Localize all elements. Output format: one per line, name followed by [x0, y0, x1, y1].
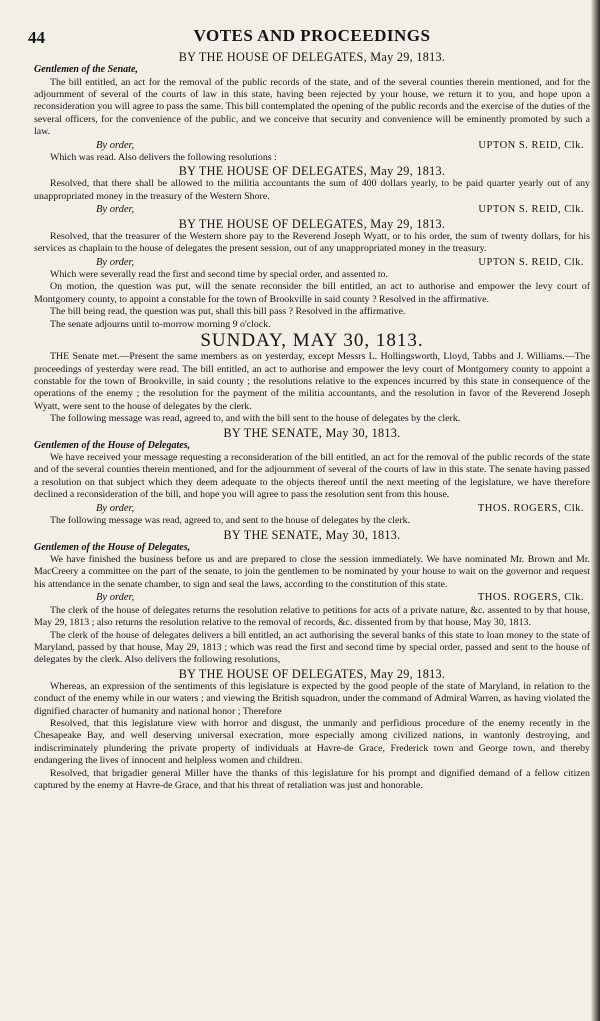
- salutation: Gentlemen of the House of Delegates,: [34, 439, 191, 451]
- paragraph: The following message was read, agreed to, and sent to the house of delegates by the clerk.: [50, 515, 411, 527]
- heading-house-of-delegates: BY THE HOUSE OF DELEGATES, May 29, 1813.: [178, 50, 446, 64]
- resolution-paragraph: Resolved, that this legislature view with horror and disgust, the unmanly and perfidious procedure of the enemy recently in the Chesapeake Bay, and well deserving universal execration, more especially among civilized nations, in wantonly destroying, and indiscriminately plundering the private property of individuals at Havre-de Grace, Frederick town and George town, and thereby endangering the lives of innocent and helpless women and children.: [34, 718, 590, 767]
- paragraph: We have received your message requesting a reconsideration of the bill entitled, an act for the removal of the public records of the state and of the several counties therein mentioned, and for the adjournment of several of the courts of law in this state. The senate having passed a resolution on that subject which they deem adequate to the objects thereof until the next meeting of the legislature, we have therefore declined a reconsideration of the bill, and hope you will agree to pass the resolution sent from this house.: [34, 452, 590, 501]
- paragraph: Which were severally read the first and second time by special order, and assented to.: [50, 269, 388, 281]
- document-body: [34, 50, 590, 792]
- heading-house-of-delegates: BY THE HOUSE OF DELEGATES, May 29, 1813.: [178, 164, 446, 179]
- paragraph: THE Senate met.—Present the same members as on yesterday, except Messrs L. Hollingsworth, Lloyd, Tabbs and J. Williams.—The proceedings of yesterday were read. The bill entitled, an act to authorise and empower the levy court of Montgomery county to appoint a constable for the town of Brookville, in said county ; the resolutions relative to the expences incurred by this state in consequence of the operations of the enemy ; the resolution for the payment of the militia accountants, and the resolution in favor of the Reverend Joseph Wyatt, were sent to the house of delegates by the clerk.: [34, 351, 590, 412]
- clerk-name: UPTON S. REID, Clk.: [478, 139, 584, 151]
- paragraph: We have finished the business before us and are prepared to close the session immediately. We have nominated Mr. Brown and Mr. MacCreery a committee on the part of the senate, to join the gentlemen to be nominated by your house to wait on the governor and request his attendance in the senate chamber, to sign and seal the laws, according to the constitution of this state.: [34, 554, 590, 590]
- heading-senate: BY THE SENATE, May 30, 1813.: [223, 527, 401, 542]
- paragraph: On motion, the question was put, will the senate reconsider the bill entitled, an act to authorise and empower the levy court of Montgomery county, to appoint a constable for the town of Brookville in said county ? Resolved in the affirmative.: [34, 281, 590, 305]
- page-spine-shadow: [591, 0, 600, 1021]
- signature-line: [34, 256, 590, 270]
- clerk-name: THOS. ROGERS, Clk.: [477, 592, 584, 604]
- paragraph: The bill being read, the question was put, shall this bill pass ? Resolved in the affirmative.: [50, 306, 406, 318]
- resolution-paragraph: Resolved, that there shall be allowed to the militia accountants the sum of 400 dollars yearly, to be paid quarter yearly out of any unappropriated money in the treasury of the Western Shore.: [34, 178, 590, 202]
- paragraph: The following message was read, agreed to, and with the bill sent to the house of delegates by the clerk.: [50, 413, 461, 425]
- by-order: By order,: [96, 256, 135, 268]
- paragraph: Whereas, an expression of the sentiments of this legislature is expected by the good people of the state of Maryland, in relation to the conduct of the enemy while in our waters ; and viewing the British squadron, under the command of Admiral Warren, as having violated the dignified character of humanity and national honor ; Therefore: [34, 680, 590, 717]
- salutation: Gentlemen of the Senate,: [34, 64, 138, 75]
- by-order: By order,: [96, 592, 135, 604]
- signature-line: [34, 502, 590, 516]
- paragraph: The clerk of the house of delegates returns the resolution relative to petitions for acts of a private nature, &c. assented to by that house, May 29, 1813 ; also returns the resolution relative to the removal of records, &c. dissented from by that house, May 30, 1813.: [34, 604, 590, 629]
- paragraph: Which was read. Also delivers the following resolutions :: [50, 152, 277, 164]
- clerk-name: UPTON S. REID, Clk.: [478, 256, 584, 268]
- paragraph: The clerk of the house of delegates delivers a bill entitled, an act authorising the several banks of this state to loan money to the state of Maryland, passed by that house, May 29, 1813 ; which was read the first and second time by special order, passed and sent to the house of delegates by the clerk. Also delivers the following resolutions,: [34, 629, 590, 666]
- signature-line: [34, 203, 590, 217]
- resolution-paragraph: Resolved, that brigadier general Miller have the thanks of this legislature for his prompt and dignified demand of a fellow citizen captured by the enemy at Havre-de Grace, and that his threat of retaliation was just and honorable.: [34, 767, 590, 792]
- clerk-name: THOS. ROGERS, Clk.: [477, 502, 584, 514]
- by-order: By order,: [96, 204, 135, 216]
- heading-senate: BY THE SENATE, May 30, 1813.: [223, 425, 401, 440]
- paragraph: The bill entitled, an act for the removal of the public records of the state, and of the several counties therein mentioned, and for the adjournment of several of the courts of law in this state, having been rejected by your house, we return it to you, and hope upon a reconsideration you will agree to pass the same. This bill contemplated the opening of the public records and the exercise of the duties of the several officers, for the convenience of the public, and we conceive that security and convenience will be eminently promoted by such a law.: [34, 76, 590, 138]
- page-number: 44: [28, 28, 45, 47]
- paragraph: The senate adjourns until to-morrow morning 9 o'clock.: [50, 318, 271, 330]
- clerk-name: UPTON S. REID, Clk.: [478, 204, 584, 216]
- running-title: VOTES AND PROCEEDINGS: [193, 26, 431, 45]
- salutation: Gentlemen of the House of Delegates,: [34, 541, 191, 553]
- resolution-paragraph: Resolved, that the treasurer of the Western shore pay to the Reverend Joseph Wyatt, or to his order, the sum of twenty dollars, for his services as chaplain to the house of delegates the present session, out of any unappropriated money in the treasury.: [34, 230, 590, 255]
- date-heading: SUNDAY, MAY 30, 1813.: [200, 330, 424, 352]
- heading-house-of-delegates: BY THE HOUSE OF DELEGATES, May 29, 1813.: [178, 216, 446, 231]
- signature-line: [34, 139, 590, 153]
- page-header: [28, 26, 590, 50]
- by-order: By order,: [96, 139, 135, 151]
- signature-line: [34, 591, 590, 605]
- by-order: By order,: [96, 502, 135, 514]
- heading-house-of-delegates: BY THE HOUSE OF DELEGATES, May 29, 1813.: [178, 666, 446, 681]
